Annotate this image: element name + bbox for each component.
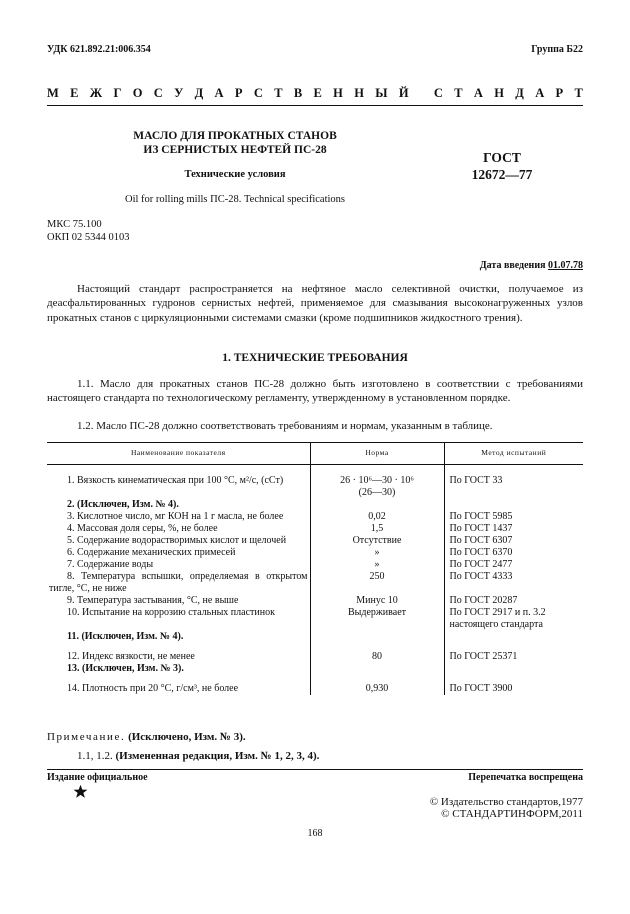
banner-letter: О xyxy=(132,86,143,100)
norm-cell: 250 xyxy=(310,571,444,595)
paragraph-1-2: 1.2. Масло ПС-28 должно соответствовать требованиям и нормам, указанным в таблице. xyxy=(77,420,493,432)
document-subtitle: Технические условия xyxy=(184,169,286,180)
section-title: 1. ТЕХНИЧЕСКИЕ ТРЕБОВАНИЯ xyxy=(222,352,408,364)
indicator-cell: 7. Содержание воды xyxy=(67,559,154,570)
norm-cell: » xyxy=(310,559,444,571)
indicator-cell: 11. (Исключен, Изм. № 4). xyxy=(67,631,184,642)
norm-cell xyxy=(310,631,444,643)
indicator-cell: 5. Содержание водорастворимых кислот и щелочей xyxy=(67,535,287,546)
method-cell: По ГОСТ 2917 и п. 3.2 настоящего стандарта xyxy=(444,607,583,631)
gost-designation xyxy=(462,150,542,184)
table-row xyxy=(47,595,583,607)
table-row xyxy=(47,547,583,559)
okp-code: ОКП 02 5344 0103 xyxy=(47,231,130,243)
banner-rule xyxy=(47,105,583,106)
document-title xyxy=(95,130,375,158)
header-norm: Норма xyxy=(310,443,444,465)
banner-letter: Д xyxy=(515,86,524,100)
banner-letter: А xyxy=(214,86,224,100)
banner-letter: Р xyxy=(234,86,243,100)
method-cell: По ГОСТ 20287 xyxy=(444,595,583,607)
indicator-cell: 8. Температура вспышки, определяемая в открытом тигле, °С, не ниже xyxy=(49,571,308,594)
standard-banner xyxy=(47,86,583,102)
note-text: (Исключено, Изм. № 3). xyxy=(128,731,246,743)
banner-letter: Е xyxy=(70,86,79,100)
table-row xyxy=(47,571,583,595)
table-body xyxy=(47,465,583,696)
indicator-cell: 13. (Исключен, Изм. № 3). xyxy=(67,663,184,674)
table-row xyxy=(47,607,583,631)
method-cell: По ГОСТ 6370 xyxy=(444,547,583,559)
official-edition: Издание официальное xyxy=(47,772,148,783)
method-cell xyxy=(444,499,583,511)
method-cell: По ГОСТ 5985 xyxy=(444,511,583,523)
norm-cell: Выдерживает xyxy=(310,607,444,631)
udk-code: УДК 621.892.21:006.354 xyxy=(47,44,151,55)
indicator-cell: 4. Массовая доля серы, %, не более xyxy=(67,523,218,534)
table-row xyxy=(47,663,583,675)
table-row xyxy=(47,675,583,695)
date-label: Дата введения xyxy=(479,260,546,271)
method-cell: По ГОСТ 6307 xyxy=(444,535,583,547)
page-number: 168 xyxy=(307,828,323,839)
norm-cell: 26 · 10⁶—30 · 10⁶ (26—30) xyxy=(310,465,444,500)
indicator-cell: 9. Температура застывания, °С, не выше xyxy=(67,595,239,606)
banner-letter: А xyxy=(535,86,545,100)
banner-letter: М xyxy=(47,86,59,100)
table-row xyxy=(47,631,583,643)
banner-letter: В xyxy=(293,86,303,100)
table-row xyxy=(47,499,583,511)
indicator-cell: 10. Испытание на коррозию стальных пластинок xyxy=(67,607,275,618)
indicator-cell: 1. Вязкость кинематическая при 100 °С, м²/с, (сСт) xyxy=(67,475,284,486)
banner-letter: Т xyxy=(274,86,283,100)
banner-letter: У xyxy=(174,86,184,100)
banner-letter: Н xyxy=(354,86,364,100)
banner-letter: С xyxy=(253,86,263,100)
header-indicator: Наименование показателя xyxy=(47,443,310,465)
requirements-table xyxy=(47,442,583,695)
scope-paragraph: Настоящий стандарт распространяется на нефтяное масло селективной очистки, получаемое из деасфальтированных гудронов сернистых нефтей, применяемое для смазывания высоконагруженных узлов прокатных станов с циркуляционными системами смазки (кроме подшипников жидкостного трения). xyxy=(47,283,583,324)
banner-letter: Т xyxy=(454,86,463,100)
banner-letter: Н xyxy=(494,86,504,100)
indicator-cell: 3. Кислотное число, мг КОН на 1 г масла, не более xyxy=(67,511,284,522)
footer-rule xyxy=(47,769,583,770)
banner-letter: Ы xyxy=(375,86,388,100)
banner-letter: С xyxy=(153,86,163,100)
copyright-1977: © Издательство стандартов,1977 xyxy=(429,796,583,808)
table-row xyxy=(47,535,583,547)
norm-cell: 1,5 xyxy=(310,523,444,535)
norm-cell xyxy=(310,663,444,675)
gost-number: 12672—77 xyxy=(471,166,533,182)
table-row xyxy=(47,643,583,663)
indicator-cell: 12. Индекс вязкости, не менее xyxy=(67,651,195,662)
indicator-cell: 2. (Исключен, Изм. № 4). xyxy=(67,499,179,510)
edition-text: (Измененная редакция, Изм. № 1, 2, 3, 4). xyxy=(115,750,320,762)
group-code: Группа Б22 xyxy=(531,44,583,55)
table-header-row xyxy=(47,443,583,465)
method-cell xyxy=(444,663,583,675)
classification-codes xyxy=(47,219,130,244)
note-label: Примечание. xyxy=(47,731,126,743)
banner-letter: Е xyxy=(313,86,322,100)
introduction-date xyxy=(480,260,583,273)
banner-letter: Н xyxy=(333,86,343,100)
header-method: Метод испытаний xyxy=(444,443,583,465)
copyright-2011: © СТАНДАРТИНФОРМ,2011 xyxy=(441,808,583,821)
table-row xyxy=(47,465,583,500)
copyright-block xyxy=(430,796,583,820)
reprint-notice: Перепечатка воспрещена xyxy=(468,772,583,783)
banner-letter: Й xyxy=(398,86,409,100)
banner-letter: Г xyxy=(113,86,122,100)
indicator-cell: 6. Содержание механических примесей xyxy=(67,547,236,558)
date-value: 01.07.78 xyxy=(548,260,583,271)
table-row xyxy=(47,523,583,535)
gost-label: ГОСТ xyxy=(483,150,521,165)
banner-letter: Ж xyxy=(89,86,103,100)
indicator-cell: 14. Плотность при 20 °С, г/см³, не более xyxy=(67,683,239,694)
method-cell: По ГОСТ 1437 xyxy=(444,523,583,535)
method-cell: По ГОСТ 3900 xyxy=(444,675,583,695)
norm-cell: Отсутствие xyxy=(310,535,444,547)
method-cell xyxy=(444,631,583,643)
edition-note xyxy=(77,750,319,764)
star-icon xyxy=(73,784,88,799)
banner-letter: Д xyxy=(194,86,204,100)
english-title: Oil for rolling mills ПС-28. Technical specifications xyxy=(124,194,345,205)
table-row xyxy=(47,559,583,571)
table-row xyxy=(47,511,583,523)
mks-code: МКС 75.100 xyxy=(47,219,102,230)
norm-cell: 80 xyxy=(310,643,444,663)
norm-cell: Минус 10 xyxy=(310,595,444,607)
norm-cell xyxy=(310,499,444,511)
method-cell: По ГОСТ 25371 xyxy=(444,643,583,663)
table-note xyxy=(47,731,246,745)
title-line-2: ИЗ СЕРНИСТЫХ НЕФТЕЙ ПС-28 xyxy=(143,143,327,156)
banner-letter: А xyxy=(473,86,483,100)
banner-letter: Т xyxy=(574,86,583,100)
norm-cell: 0,930 xyxy=(310,675,444,695)
banner-letter: Р xyxy=(555,86,564,100)
paragraph-1-1: 1.1. Масло для прокатных станов ПС-28 должно быть изготовлено в соответствии с требованиями настоящего стандарта по технологическому регламенту, утвержденному в установленном порядке. xyxy=(47,378,583,405)
edition-prefix: 1.1, 1.2. xyxy=(77,750,113,762)
norm-cell: » xyxy=(310,547,444,559)
banner-letter: С xyxy=(433,86,443,100)
method-cell: По ГОСТ 4333 xyxy=(444,571,583,595)
method-cell: По ГОСТ 33 xyxy=(444,465,583,500)
norm-cell: 0,02 xyxy=(310,511,444,523)
title-line-1: МАСЛО ДЛЯ ПРОКАТНЫХ СТАНОВ xyxy=(133,130,337,142)
method-cell: По ГОСТ 2477 xyxy=(444,559,583,571)
